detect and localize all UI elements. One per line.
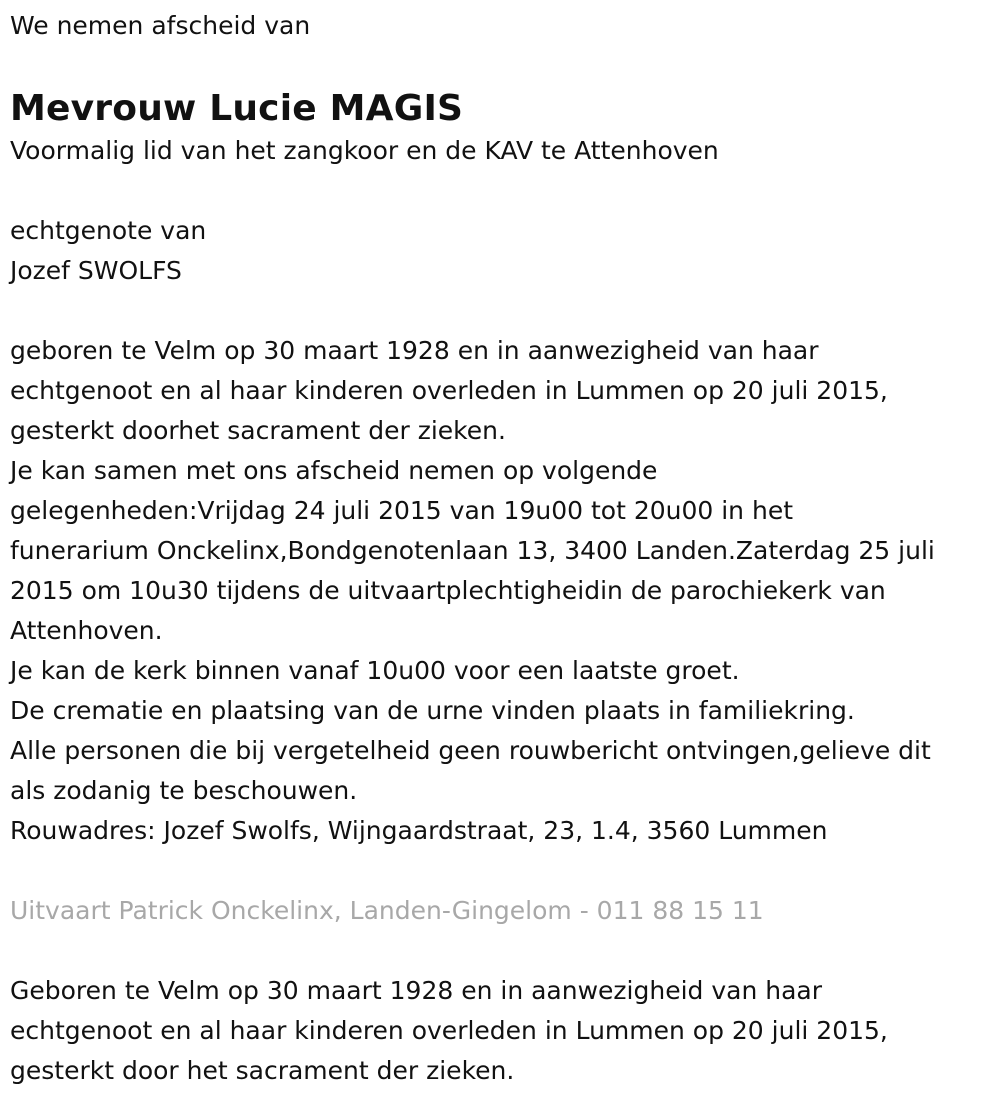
spouse-name: Jozef SWOLFS	[10, 256, 182, 285]
body-line: 2015 om 10u30 tijdens de uitvaartplechtigheidin de parochiekerk van	[10, 576, 886, 605]
repeat-line: Geboren te Velm op 30 maart 1928 en in aanwezigheid van haar	[10, 976, 823, 1005]
deceased-name: Mevrouw Lucie MAGIS	[10, 88, 464, 129]
spacer	[10, 291, 990, 331]
body-line: funerarium Onckelinx,Bondgenotenlaan 13, 3400 Landen.Zaterdag 25 juli	[10, 536, 935, 565]
notice-body	[10, 331, 990, 851]
body-line: Je kan samen met ons afscheid nemen op volgende	[10, 456, 658, 485]
spacer	[10, 931, 990, 971]
repeat-line: echtgenoot en al haar kinderen overleden in Lummen op 20 juli 2015,	[10, 1016, 888, 1045]
body-line: Je kan de kerk binnen vanaf 10u00 voor een laatste groet.	[10, 656, 740, 685]
body-line: Attenhoven.	[10, 616, 163, 645]
body-line: gesterkt doorhet sacrament der zieken.	[10, 416, 506, 445]
notice-repeat	[10, 971, 990, 1091]
body-line: Alle personen die bij vergetelheid geen rouwbericht ontvingen,gelieve dit	[10, 736, 931, 765]
spacer	[10, 171, 990, 211]
deceased-role: Voormalig lid van het zangkoor en de KAV te Attenhoven	[10, 136, 719, 165]
mourning-address: Rouwadres: Jozef Swolfs, Wijngaardstraat, 23, 1.4, 3560 Lummen	[10, 816, 828, 845]
funeral-home-credit: Uitvaart Patrick Onckelinx, Landen-Gingelom - 011 88 15 11	[10, 896, 764, 925]
body-line: als zodanig te beschouwen.	[10, 776, 358, 805]
body-line: geboren te Velm op 30 maart 1928 en in aanwezigheid van haar	[10, 336, 819, 365]
spacer	[10, 851, 990, 891]
body-line: gelegenheden:Vrijdag 24 juli 2015 van 19u00 tot 20u00 in het	[10, 496, 793, 525]
spouse-label: echtgenote van	[10, 216, 207, 245]
body-line: De crematie en plaatsing van de urne vinden plaats in familiekring.	[10, 696, 855, 725]
repeat-line: gesterkt door het sacrament der zieken.	[10, 1056, 515, 1085]
body-line: echtgenoot en al haar kinderen overleden in Lummen op 20 juli 2015,	[10, 376, 888, 405]
intro-text: We nemen afscheid van	[10, 11, 311, 40]
